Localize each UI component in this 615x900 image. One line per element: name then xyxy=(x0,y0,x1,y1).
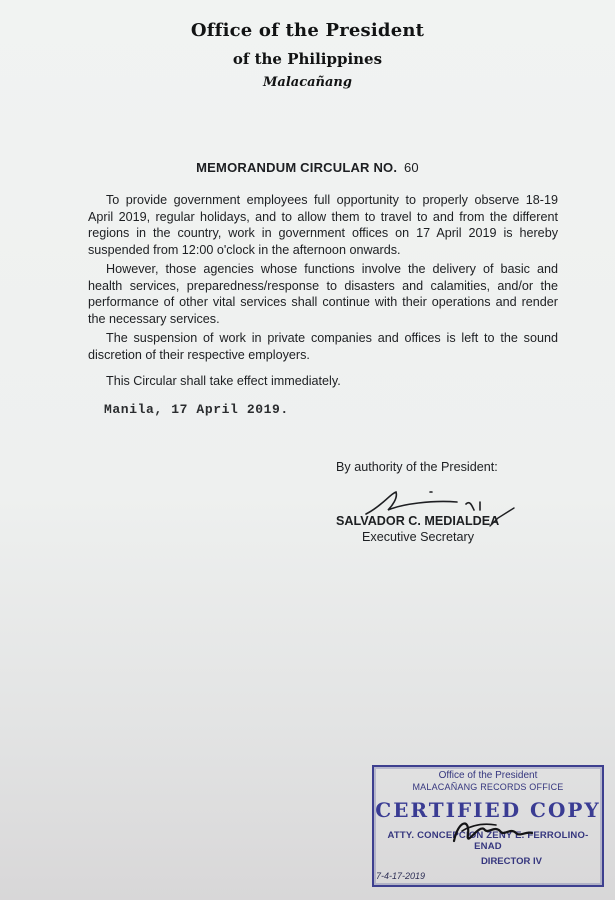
memo-number: 60 xyxy=(403,160,419,175)
stamp-director: DIRECTOR IV xyxy=(480,856,542,867)
signer-title: Executive Secretary xyxy=(362,530,474,544)
letterhead-line3: Malacañang xyxy=(263,75,352,90)
stamp-certified-copy: CERTIFIED COPY xyxy=(375,798,601,822)
letterhead-line2: of the Philippines xyxy=(232,50,383,68)
memo-paragraph-3: The suspension of work in private companies and offices is left to the sound discretion of their respective employers. xyxy=(88,331,558,362)
stamp-handwritten-date: 7-4-17-2019 xyxy=(376,871,426,881)
letterhead-line1: Office of the President xyxy=(190,20,425,41)
stamp-attorney: ATTY. CONCEPCION ZENY E. FERROLINO-ENAD xyxy=(387,830,589,852)
memo-title-text: MEMORANDUM CIRCULAR NO. xyxy=(196,160,398,175)
memo-paragraph-2: However, those agencies whose functions involve the delivery of basic and health services, preparedness/response to disasters and calamities, and/or the performance of other vital services shall continue with their operations and render the necessary services. xyxy=(88,262,558,326)
stamp-signature xyxy=(448,811,538,857)
memo-paragraph-1: To provide government employees full opportunity to properly observe 18-19 April 2019, regular holidays, and to allow them to travel to and from the different regions in the country, work in government offices on 17 April 2019 is hereby suspended from 12:00 o'clock in the afternoon onwards. xyxy=(88,193,558,257)
stamp-office: Office of the President xyxy=(438,770,538,781)
stamp-records-office: MALACAÑANG RECORDS OFFICE xyxy=(412,782,564,792)
letterhead xyxy=(0,20,615,90)
memo-paragraph-4: This Circular shall take effect immediately. xyxy=(106,374,341,388)
signer-name: SALVADOR C. MEDIALDEA xyxy=(336,514,500,528)
certified-copy-stamp xyxy=(372,765,604,887)
date-line: Manila, 17 April 2019. xyxy=(104,402,289,417)
authority-line: By authority of the President: xyxy=(336,460,498,474)
memo-title xyxy=(0,160,615,175)
